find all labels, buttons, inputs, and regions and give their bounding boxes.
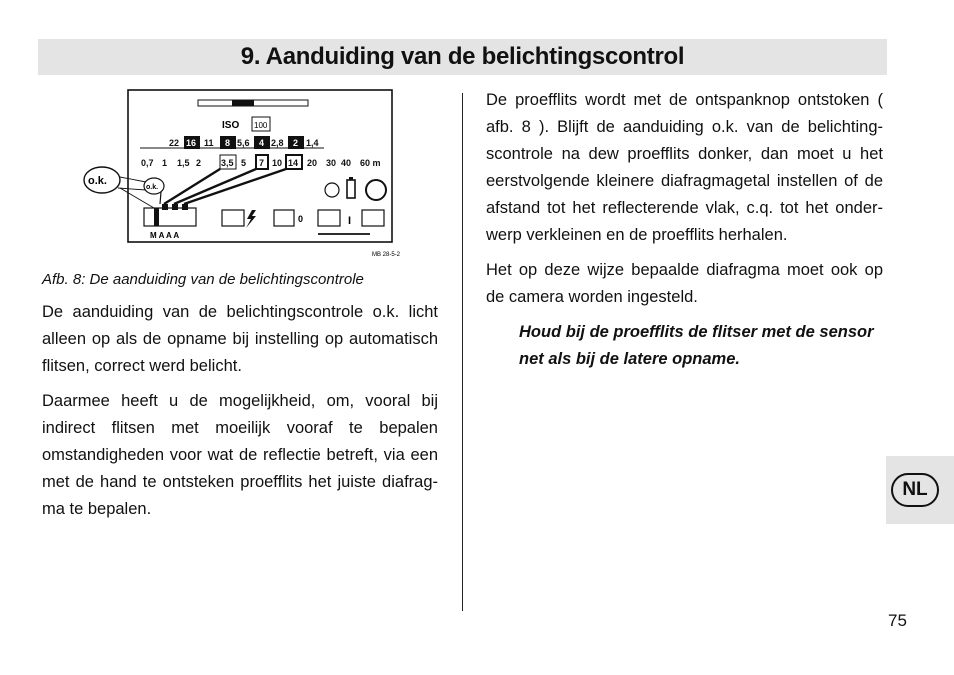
mode-bar-seg-4 xyxy=(182,204,188,210)
mode-bar-seg-2 xyxy=(162,204,168,210)
aperture-5-6: 5,6 xyxy=(237,138,250,148)
zero-box xyxy=(274,210,294,226)
distance-1-5: 1,5 xyxy=(177,158,190,168)
aperture-22: 22 xyxy=(169,138,180,148)
page-number: 75 xyxy=(888,611,907,630)
language-badge: NL xyxy=(891,473,939,507)
distance-1: 1 xyxy=(162,158,168,168)
iso-value: 100 xyxy=(254,121,268,130)
mode-bar-seg-1 xyxy=(154,208,159,226)
aperture-1-4: 1,4 xyxy=(306,138,319,148)
aperture-11: 11 xyxy=(204,138,214,148)
battery-icon xyxy=(347,180,355,198)
figure-caption: Afb. 8: De aanduiding van de belichtingscontrole xyxy=(42,271,364,288)
sensor-circle-large xyxy=(366,180,386,200)
right-box-1 xyxy=(318,210,340,226)
left-column xyxy=(42,299,438,531)
right-paragraph: De proefflits wordt met de ontspanknop ontstoken ( afb. 8 ). Blijft de aanduiding o.k. van de belichting-scontrole na dew proefflits donker, dan moet u het eerstvolgende kleinere diafragmagetal instellen of de afstand tot het reflecterende vlak, c.q. tot het onder-werp verkleinen en de proefflits herhalen. xyxy=(486,91,883,244)
sensor-circle-small xyxy=(325,183,339,197)
zero-label: 0 xyxy=(298,214,304,224)
distance-3-5: 3,5 xyxy=(221,158,234,168)
distance-60m: 60 m xyxy=(360,158,381,168)
page-title: 9. Aanduiding van de belichtingscontrol xyxy=(240,43,685,70)
figure-ref-code: MB 28-5-2 xyxy=(372,252,401,258)
left-paragraph: De aanduiding van de belichtingscontrole o.k. licht alleen op als de opname bij instelling op automatisch flitsen, correct werd belicht. xyxy=(42,303,438,375)
column-divider xyxy=(462,93,463,611)
mode-bar-box xyxy=(144,208,196,226)
aperture-2-8: 2,8 xyxy=(271,138,284,148)
left-paragraph: Daarmee heeft u de mogelijkheid, om, vooral bij indirect flitsen met moeilijk vooraf te bepalen omstandigheden voor wat de reflectie betreft, via een met de hand te ontsteken proefflits het juiste diafrag-ma te bepalen. xyxy=(42,392,438,518)
link-line-2 xyxy=(174,169,256,204)
battery-tip xyxy=(349,177,353,180)
distance-7: 7 xyxy=(259,158,265,168)
flash-display-illustration xyxy=(80,88,410,260)
distance-2: 2 xyxy=(196,158,202,168)
flash-mode-box xyxy=(222,210,244,226)
distance-40: 40 xyxy=(341,158,352,168)
distance-30: 30 xyxy=(326,158,337,168)
zoom-indicator xyxy=(232,100,254,106)
right-column xyxy=(486,87,883,381)
cursor-icon: I xyxy=(348,215,352,227)
iso-label: ISO xyxy=(222,120,240,131)
distance-20: 20 xyxy=(307,158,318,168)
language-tab xyxy=(886,456,954,524)
mode-bar-seg-3 xyxy=(172,204,178,210)
bold-note: Houd bij de proefflits de flitser met de sensor net als bij de latere opname. xyxy=(519,323,874,368)
distance-5: 5 xyxy=(241,158,247,168)
mode-letters: M A A A xyxy=(150,231,180,240)
right-box-2 xyxy=(362,210,384,226)
link-line-3 xyxy=(184,169,286,204)
aperture-4: 4 xyxy=(259,138,265,148)
title-bar xyxy=(38,39,887,75)
distance-10: 10 xyxy=(272,158,283,168)
aperture-8: 8 xyxy=(225,138,231,148)
distance-14: 14 xyxy=(288,158,299,168)
link-line-1 xyxy=(164,169,220,204)
link-line-ok xyxy=(160,192,161,204)
aperture-16: 16 xyxy=(186,138,197,148)
distance-0-7: 0,7 xyxy=(141,158,154,168)
right-paragraph: Het op deze wijze bepaalde diafragma moet ook op de camera worden ingesteld. xyxy=(486,261,883,306)
ok-leader-top xyxy=(120,177,146,182)
ok-small-label: o.k. xyxy=(146,184,159,191)
flash-bolt-icon xyxy=(246,210,256,228)
ok-large-label: o.k. xyxy=(88,175,107,187)
aperture-2: 2 xyxy=(293,138,299,148)
